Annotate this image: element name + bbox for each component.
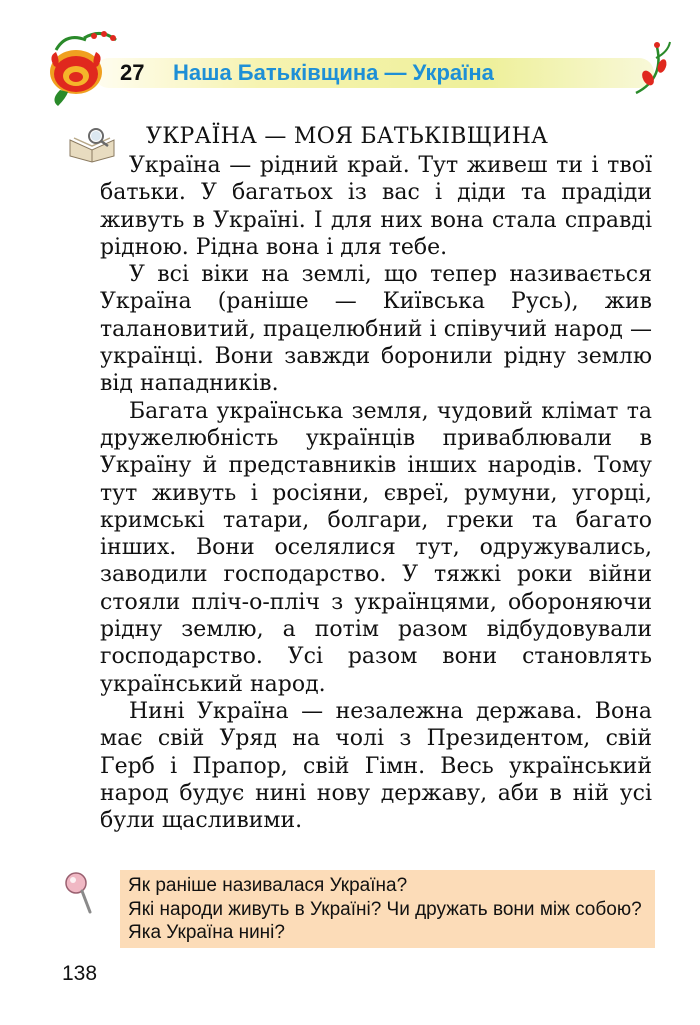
- chapter-header: [46, 30, 676, 110]
- article-text: [100, 152, 652, 834]
- vine-ornament-icon: [626, 38, 676, 98]
- questions-box: [120, 870, 655, 948]
- paragraph: Багата українська земля, чудовий клімат та дружелюбність українців приваблювали в Україну й представників інших народів. Тому тут живуть і росіяни, євреї, румуни, угорці, кримські татари, болгари, греки та багато інших. Вони оселялися тут, одружувались, заводили господарство. У тяжкі роки війни стояли пліч-о-пліч з українцями, обороняючи рідну землю, а потім разом відбудовували господарство. Усі разом вони становлять український народ.: [100, 398, 652, 697]
- page-number: 138: [62, 962, 98, 985]
- question: Як раніше називалася Україна?: [128, 875, 408, 896]
- chapter-number: 27: [120, 60, 145, 85]
- chapter-title: Наша Батьківщина — Україна: [173, 60, 494, 85]
- question: Які народи живуть в Україні? Чи дружать вони між собою? Яка Україна нині?: [128, 898, 642, 943]
- flower-ornament-icon: [46, 30, 126, 110]
- paragraph: Україна — рідний край. Тут живеш ти і твої батьки. У багатьох із вас і діди та прадіди живуть в Україні. І для них вона стала справді рідною. Рідна вона і для тебе.: [100, 153, 652, 260]
- paragraph: У всі віки на землі, що тепер називається Україна (раніше — Київська Русь), жив талановитий, працелюбний і співучий народ — українці. Вони завжди боронили рідну землю від нападників.: [100, 262, 652, 397]
- paragraph: Нині Україна — незалежна держава. Вона має свій Уряд на чолі з Президентом, свій Герб і Прапор, свій Гімн. Весь український народ будує нині нову державу, аби в ній усі були щасливими.: [100, 698, 652, 834]
- magnifier-pin-icon: [62, 870, 98, 916]
- section-title: УКРАЇНА — МОЯ БАТЬКІВЩИНА: [146, 124, 549, 149]
